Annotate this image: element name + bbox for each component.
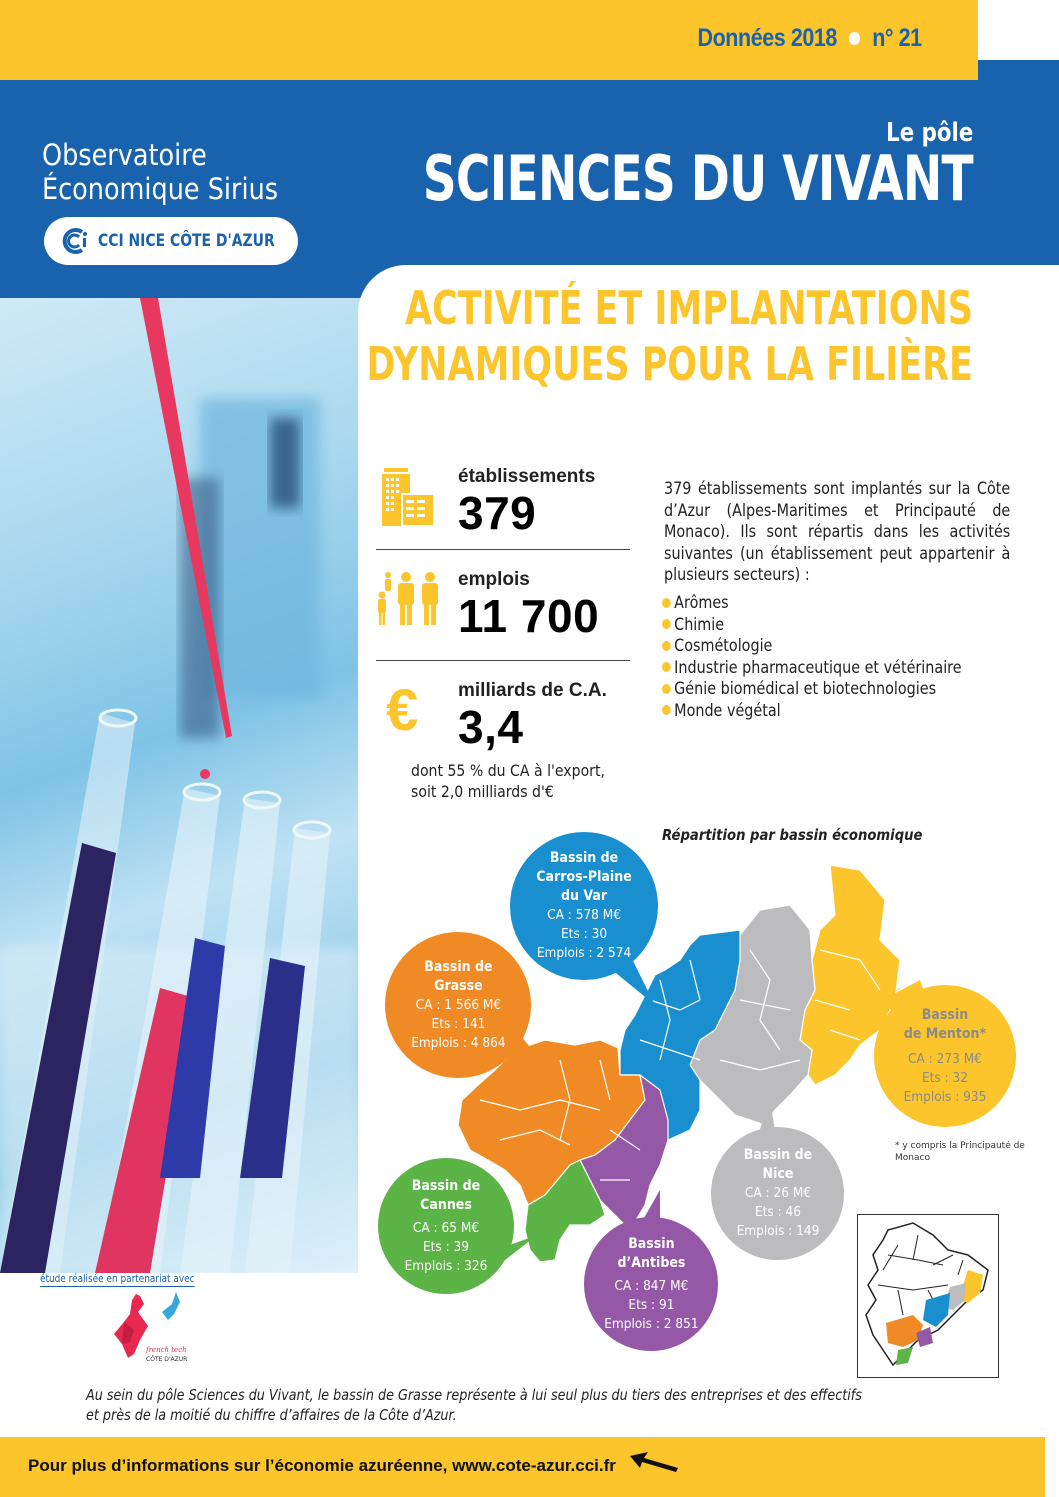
sector-label: Industrie pharmaceutique et vétérinaire [674,657,962,677]
pole-title: SCIENCES DU VIVANT [422,142,973,215]
key-figure-establishments [376,462,630,542]
divider [376,549,630,550]
cci-logo-icon [62,227,90,255]
export-note-line1: dont 55 % du CA à l'export, [411,761,605,780]
menton-footnote: * y compris la Principauté de Monaco [895,1141,1025,1163]
svg-text:french tech: french tech [146,1346,187,1354]
arrow-pointer-icon [630,1452,680,1479]
basin-name: Cannes [420,1196,472,1213]
basin-emplois: Emplois : 149 [736,1223,819,1239]
bullet-icon [662,705,671,715]
sector-item [662,700,962,722]
basin-emplois: Emplois : 326 [404,1257,488,1274]
basin-bubble-grasse [385,932,531,1078]
export-note-line2: soit 2,0 milliards d'€ [411,782,554,801]
sector-item [662,657,962,679]
key-figure-value: 3,4 [458,701,524,753]
separator-dot-icon [849,32,860,45]
footer-link[interactable] [28,1452,680,1479]
intro-paragraph: 379 établissements sont implantés sur la Côte d’Azur (Alpes-Maritimes et Principauté de Monaco). Ils sont répartis dans les activités suivantes (un établissement peut appartenir à plusieurs secteurs) : [664,479,1011,584]
cci-logo-badge[interactable] [44,217,298,265]
basin-ca: CA : 26 M€ [744,1185,811,1201]
bullet-icon [662,598,671,608]
french-tech-logo[interactable] [110,1290,190,1372]
basin-ets: Ets : 46 [754,1204,801,1220]
divider [376,660,630,661]
basin-emplois: Emplois : 2 851 [603,1315,699,1332]
svg-text:CÔTE D'AZUR: CÔTE D'AZUR [146,1356,188,1363]
key-figure-revenue [376,676,630,756]
headline-line1: ACTIVITÉ ET IMPLANTATIONS [405,281,973,335]
sector-label: Génie biomédical et biotechnologies [674,679,937,698]
headline [367,280,973,392]
basin-ets: Ets : 32 [921,1069,969,1086]
basin-name: Bassin de [411,1177,481,1194]
basin-name: Bassin de [743,1147,812,1163]
sector-item [662,592,962,614]
bullet-icon [662,641,671,651]
basin-bubble-antibes [584,1217,718,1351]
basin-emplois: Emplois : 935 [903,1088,987,1105]
conclusion-line1: Au sein du pôle Sciences du Vivant, le bassin de Grasse représente à lui seul plus du tiers des entreprises et des effectifs [86,1386,862,1404]
export-note [411,760,605,802]
key-figure-label: emplois [458,569,530,590]
sector-label: Chimie [674,614,725,634]
basin-ca: CA : 847 M€ [614,1277,688,1294]
basin-name: Bassin [921,1006,969,1023]
basin-name: Nice [762,1166,793,1182]
sector-label: Monde végétal [674,700,781,720]
basin-ets: Ets : 141 [431,1015,485,1032]
buildings-icon [380,468,436,531]
observatory-title-line2: Économique Sirius [42,172,279,206]
key-figure-label: milliards de C.A. [458,680,607,701]
issue-info [698,24,922,53]
map-title: Répartition par bassin économique [662,826,923,844]
inset-locator-map [857,1214,999,1378]
basin-bubble-carros [510,832,658,980]
lab-photo [0,298,360,1273]
basin-ca: CA : 578 M€ [547,907,621,923]
basin-ets: Ets : 39 [422,1238,470,1255]
basin-ets: Ets : 91 [627,1296,675,1313]
basin-name: Carros-Plaine [536,869,632,885]
basin-name: Grasse [433,977,483,994]
key-figure-value: 379 [458,487,537,539]
euro-icon: € [386,678,419,743]
basin-name: Bassin de [423,958,493,975]
basin-name: Bassin [627,1235,675,1252]
pole-subtitle: Le pôle [885,118,973,148]
sector-item [662,678,962,700]
basin-emplois: Emplois : 4 864 [410,1034,506,1051]
sector-label: Arômes [674,593,729,612]
basin-ca: CA : 65 M€ [412,1219,480,1236]
observatory-title [42,138,278,206]
sector-list [662,592,962,721]
bullet-icon [662,684,671,694]
data-year-label: Données 2018 [697,24,838,52]
basin-name: d’Antibes [617,1254,685,1271]
bullet-icon [662,619,671,629]
issue-number: n° 21 [872,24,922,52]
key-figure-value: 11 700 [458,590,600,642]
basin-ca: CA : 273 M€ [908,1050,982,1067]
basin-name: Bassin de [549,850,619,866]
cci-label: CCI NICE CÔTE D'AZUR [98,231,275,251]
people-icon [376,571,442,632]
sector-item [662,635,962,657]
conclusion-text [86,1385,862,1425]
headline-line2: DYNAMIQUES POUR LA FILIÈRE [366,337,973,391]
sector-item [662,614,962,636]
basin-ca: CA : 1 566 M€ [415,996,501,1013]
header-band-corner [978,60,1059,80]
basin-bubble-cannes [378,1158,514,1294]
key-figure-label: établissements [458,466,596,487]
basin-ets: Ets : 30 [560,926,608,942]
sector-label: Cosmétologie [674,636,773,655]
basin-name: de Menton* [903,1025,987,1042]
basin-bubble-menton [874,985,1016,1127]
key-figure-jobs [376,565,630,650]
footer-text[interactable]: Pour plus d’informations sur l’économie azuréenne, www.cote-azur.cci.fr [28,1455,616,1475]
bullet-icon [662,662,671,672]
basin-bubble-nice [711,1127,844,1260]
conclusion-line2: et près de la moitié du chiffre d’affaires de la Côte d’Azur. [86,1406,457,1424]
partner-caption: étude réalisée en partenariat avec [40,1273,195,1285]
basin-emplois: Emplois : 2 574 [536,945,632,961]
observatory-title-line1: Observatoire [42,138,207,172]
basin-name: du Var [560,888,608,904]
